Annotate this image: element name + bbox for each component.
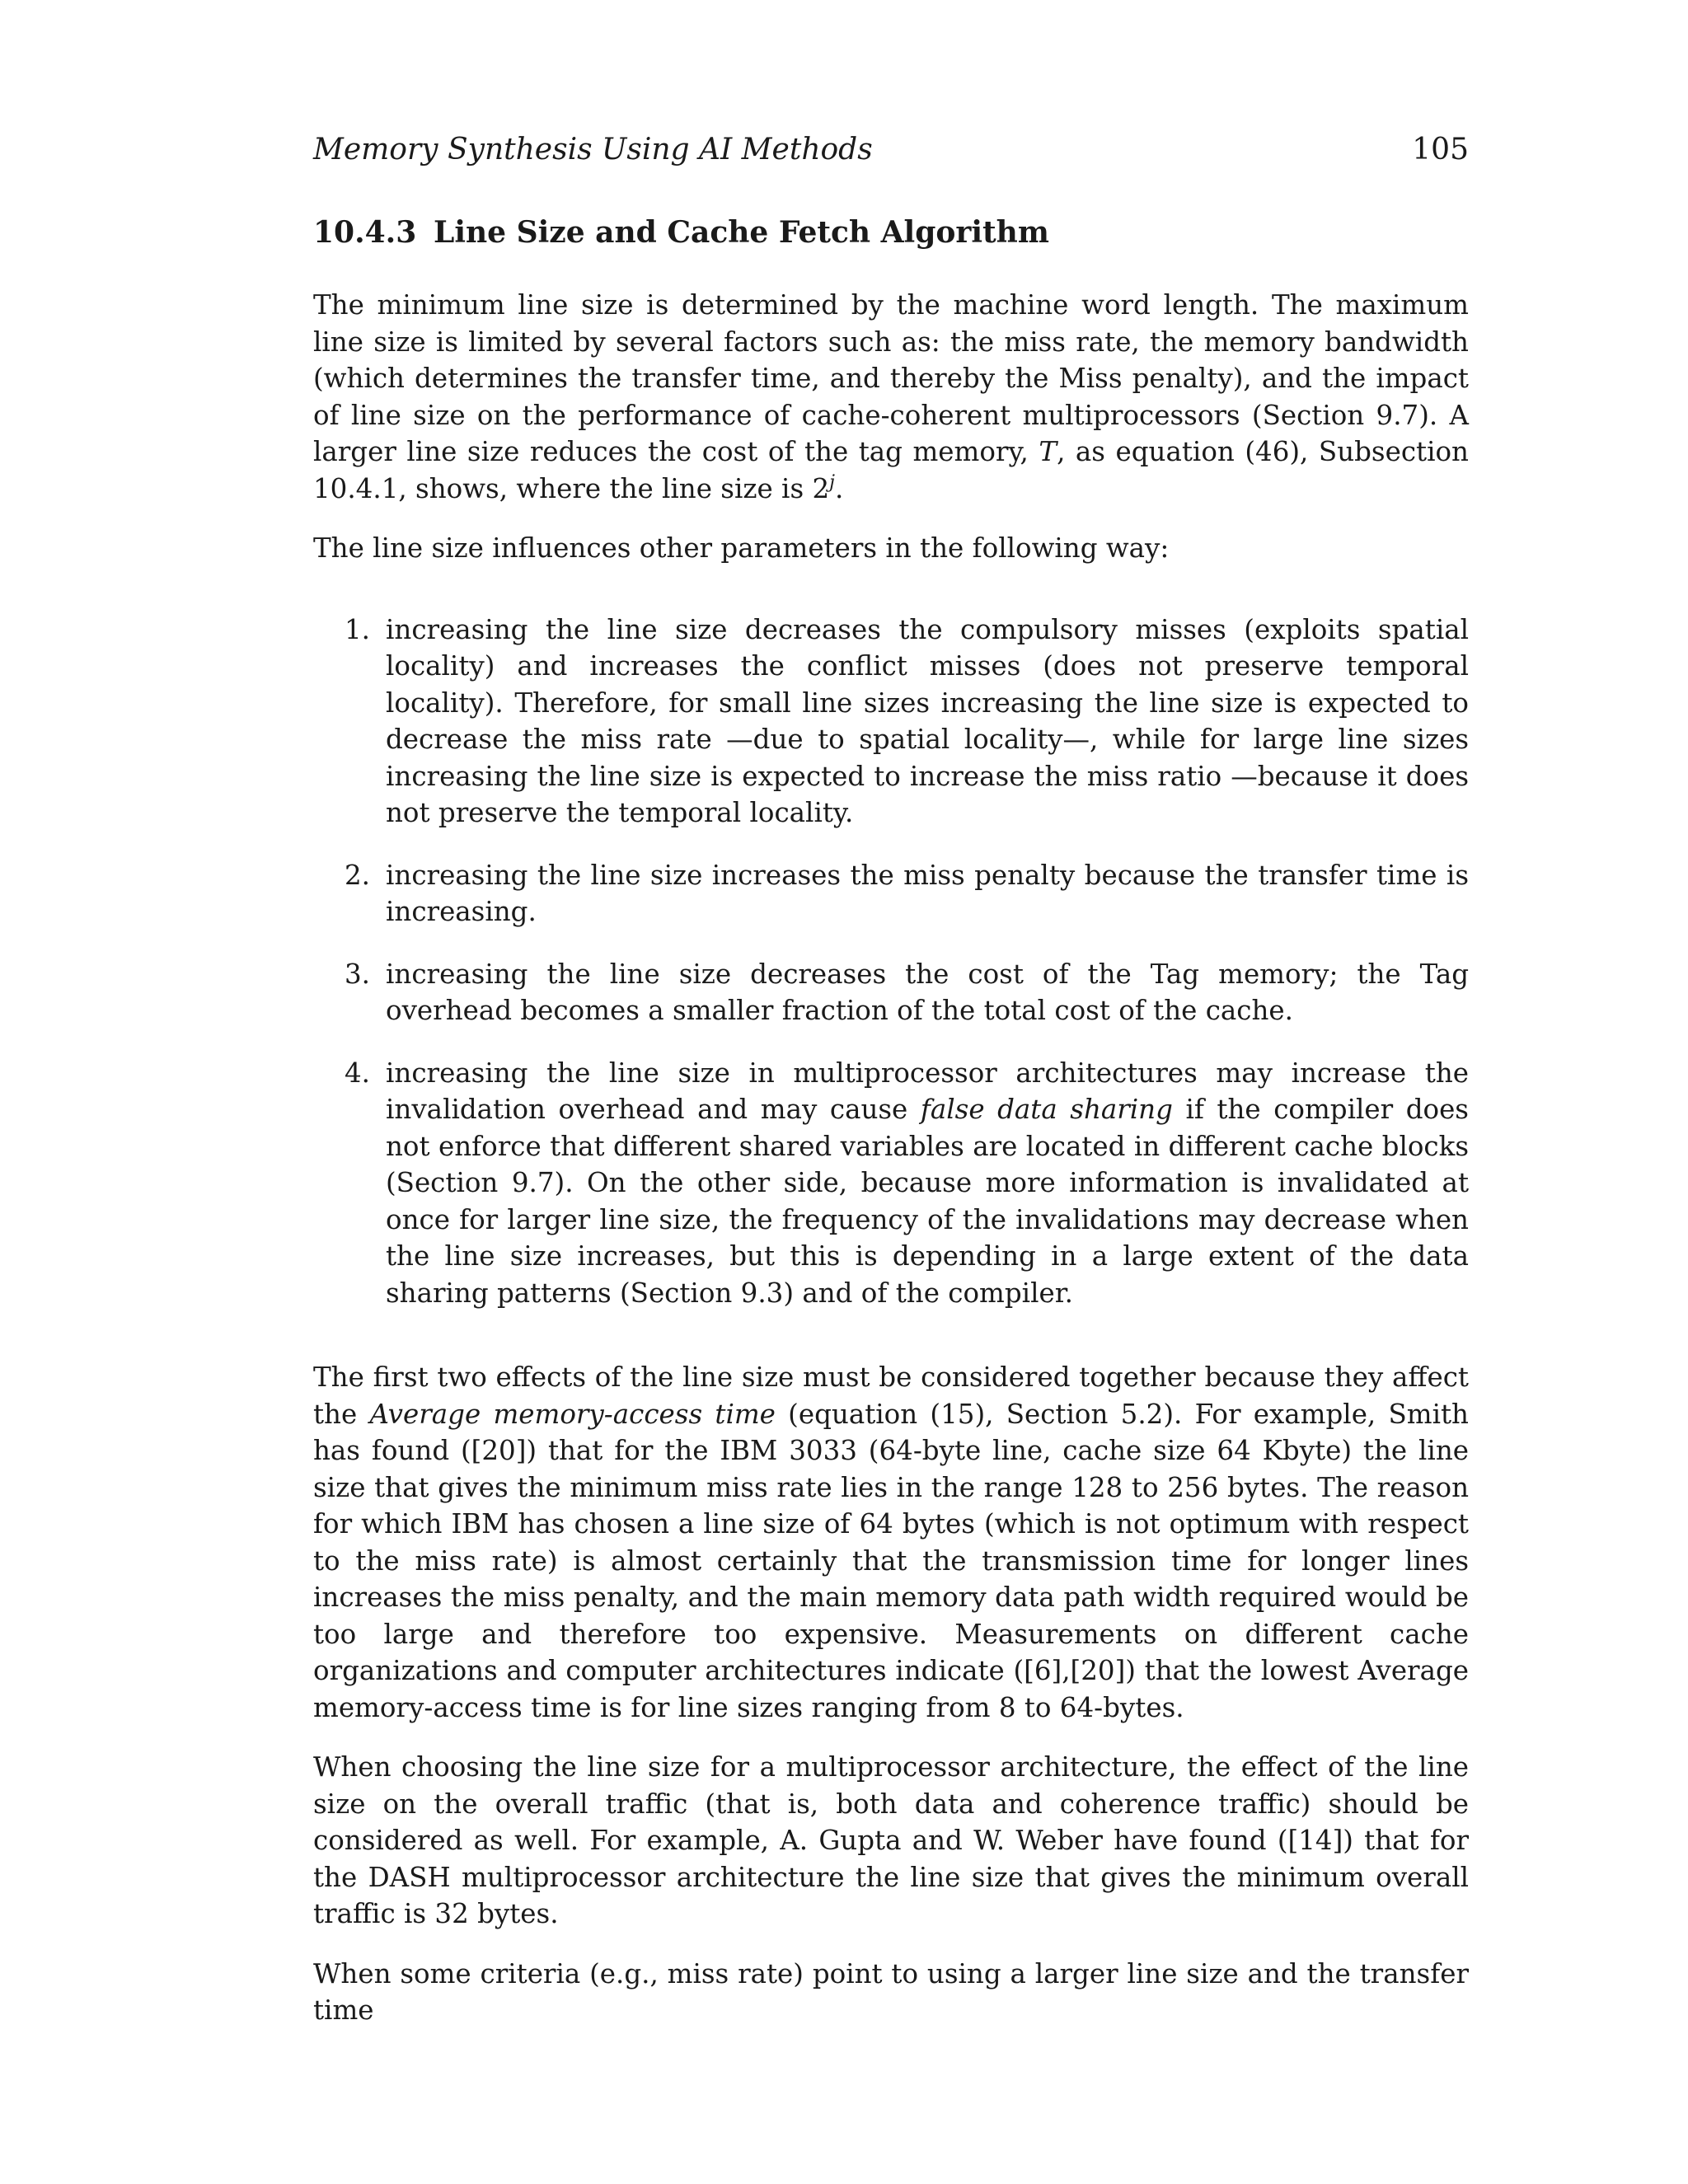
page <box>313 130 1469 2029</box>
list-marker: 2. <box>345 859 371 891</box>
list-item <box>313 956 1469 1029</box>
list-item-text <box>386 1057 1469 1309</box>
list-item <box>313 612 1469 832</box>
paragraph-average-access-time <box>313 1359 1469 1726</box>
list-item-text: increasing the line size increases the miss penalty because the transfer time is increasing. <box>386 859 1469 927</box>
paragraph-text: , as equation (46), Subsection 10.4.1, shows, where the line size is 2 <box>313 436 1469 504</box>
paragraph-transfer-time: When some criteria (e.g., miss rate) point to using a larger line size and the transfer time <box>313 1957 1469 2026</box>
list-item-text-part: increasing the line size in multiprocessor architectures may increase the invalidation overhead and may cause <box>386 1057 1469 1125</box>
section-heading <box>313 213 1469 252</box>
paragraph-text: The first two effects of the line size must be considered together because they affect the <box>313 1361 1469 1430</box>
list-item-text: increasing the line size decreases the compulsory misses (exploits spatial locality) and increases the conflict misses (does not preserve temporal locality). Therefore, for small line sizes increasing the line size is expected to decrease the miss rate —due to spatial locality—, while for large line sizes increasing the line size is expected to increase the miss ratio —because it does not preserve the temporal locality. <box>386 613 1469 828</box>
exponent-j: j <box>829 471 835 493</box>
variable-t: T <box>1039 436 1057 467</box>
paragraph-line-size-limits <box>313 287 1469 507</box>
list-item <box>313 1055 1469 1312</box>
list-marker: 3. <box>345 958 371 990</box>
emphasis: false data sharing <box>920 1094 1173 1125</box>
list-item <box>313 857 1469 930</box>
paragraph-text: The minimum line size is determined by the machine word length. The maximum line size is limited by several factors such as: the miss rate, the memory bandwidth (which determines the transfer time, and thereby the Miss penalty), and the impact of line size on the performance of cache-coherent multiprocessors (Section 9.7). A larger line size reduces the cost of the tag memory, <box>313 289 1469 467</box>
paragraph-multiprocessor-traffic: When choosing the line size for a multiprocessor architecture, the effect of the line size on the overall traffic (that is, both data and coherence traffic) should be considered as well. For example, A. Gupta and W. Weber have found ([14]) that for the DASH multiprocessor architecture the line size that gives the minimum overall traffic is 32 bytes. <box>313 1751 1469 1929</box>
list-item-text: increasing the line size decreases the cost of the Tag memory; the Tag overhead becomes a smaller fraction of the total cost of the cache. <box>386 958 1469 1026</box>
effects-list <box>313 612 1469 1312</box>
section-title: Line Size and Cache Fetch Algorithm <box>434 215 1049 250</box>
paragraph-text: (equation (15), Section 5.2). For example, Smith has found ([20]) that for the IBM 3033 (64-byte line, cache size 64 Kbyte) the line size that gives the minimum miss rate lies in the range 128 to 256 bytes. The reason for which IBM has chosen a line size of 64 bytes (which is not optimum with respect to the miss rate) is almost certainly that the transmission time for longer lines increases the miss penalty, and the main memory data path width required would be too large and therefore too expensive. Measurements on different cache organizations and computer architectures indicate ([6],[20]) that the lowest Average memory-access time is for line sizes ranging from 8 to 64-bytes. <box>313 1398 1469 1723</box>
list-marker: 1. <box>345 613 371 645</box>
list-marker: 4. <box>345 1057 371 1089</box>
paragraph-text: . <box>834 472 844 504</box>
page-number: 105 <box>1412 133 1469 166</box>
section-number: 10.4.3 <box>313 215 417 250</box>
running-title: Memory Synthesis Using AI Methods <box>313 133 873 166</box>
paragraph-list-intro: The line size influences other parameters in the following way: <box>313 532 1170 564</box>
list-item-text-part: if the compiler does not enforce that different shared variables are located in different cache blocks (Section 9.7). On the other side, because more information is invalidated at once for larger line size, the frequency of the invalidations may decrease when the line size increases, but this is depending in a large extent of the data sharing patterns (Section 9.3) and of the compiler. <box>386 1094 1469 1309</box>
emphasis: Average memory-access time <box>369 1398 776 1430</box>
running-header <box>313 130 1469 170</box>
